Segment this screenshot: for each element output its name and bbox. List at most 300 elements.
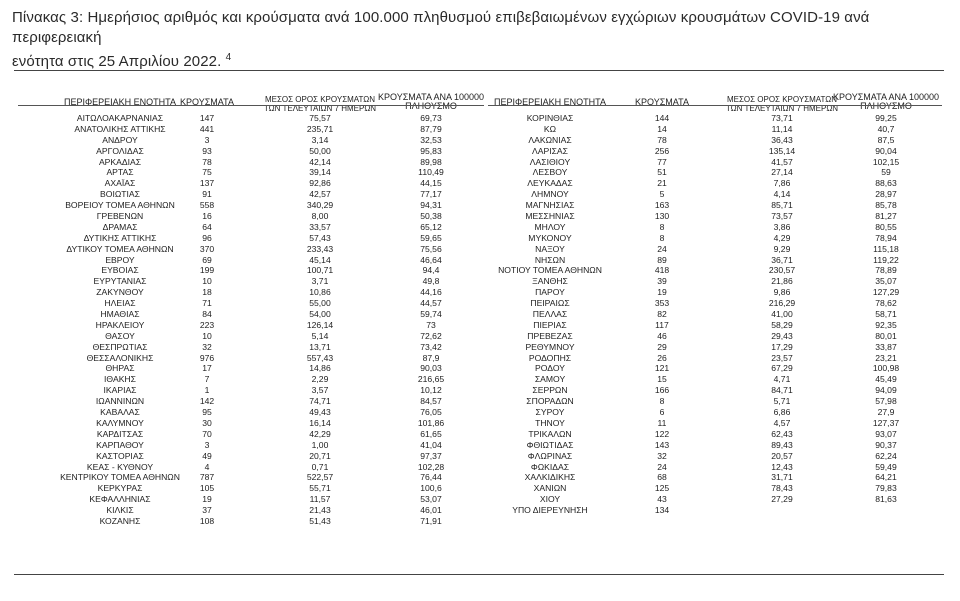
right-unit-cell: ΛΑΡΙΣΑΣ (532, 145, 568, 156)
right-cases-cell: 89 (657, 254, 667, 265)
left-cases-cell: 4 (204, 461, 210, 472)
left-unit-cell: ΔΥΤΙΚΗΣ ΑΤΤΙΚΗΣ (83, 232, 157, 243)
left-unit-cell: ΕΒΡΟΥ (105, 254, 135, 265)
right-unit-cell: ΜΥΚΟΝΟΥ (528, 232, 572, 243)
right-per100k-cell: 94,09 (875, 385, 897, 396)
right-unit-cell: ΜΕΣΣΗΝΙΑΣ (525, 211, 575, 222)
left-per100k-cell: 101,86 (417, 417, 445, 428)
header-per100k-left-l1: ΚΡΟΥΣΜΑΤΑ ΑΝΑ 100000 (378, 92, 484, 102)
right-cases-cell: 418 (654, 265, 670, 276)
left-avg-cell: 57,43 (309, 232, 331, 243)
left-per100k-cell: 44,16 (420, 287, 442, 298)
header-cases-left: ΚΡΟΥΣΜΑΤΑ (180, 97, 234, 107)
left-cases-cell: 976 (199, 352, 215, 363)
left-avg-cell: 49,43 (309, 407, 331, 418)
right-per100k-cell: 90,37 (875, 439, 897, 450)
right-per100k-cell: 115,18 (873, 243, 899, 254)
left-unit-cell: ΒΟΙΩΤΙΑΣ (100, 189, 140, 200)
right-avg-cell: 73,57 (771, 211, 793, 222)
left-unit-cell: ΕΥΒΟΙΑΣ (101, 265, 139, 276)
left-unit-cell: ΑΡΚΑΔΙΑΣ (98, 156, 142, 167)
left-unit-cell: ΗΛΕΙΑΣ (104, 298, 136, 309)
left-per100k-cell: 69,73 (420, 113, 442, 123)
left-avg-cell: 51,43 (309, 515, 331, 526)
left-cases-cell: 70 (202, 428, 212, 439)
right-per100k-cell: 93,07 (875, 428, 897, 439)
left-avg-cell: 340,29 (306, 200, 334, 211)
right-per100k-cell: 127,29 (872, 287, 900, 298)
right-per100k-cell: 58,71 (875, 309, 897, 320)
left-per100k-cell: 102,28 (417, 461, 445, 472)
right-per100k-cell: 78,89 (875, 265, 897, 276)
right-cases-cell: 353 (654, 298, 670, 309)
right-per100k-cell: 87,5 (877, 134, 895, 145)
right-per100k-cell (826, 505, 946, 516)
left-cases-cell: 19 (202, 494, 212, 505)
left-unit-cell: ΘΕΣΣΑΛΟΝΙΚΗΣ (86, 352, 154, 363)
right-per100k-cell: 119,22 (873, 254, 899, 265)
right-cases-cell: 163 (654, 200, 670, 211)
left-unit-cell: ΚΕΦΑΛΛΗΝΙΑΣ (89, 494, 151, 505)
left-per100k-cell: 59,65 (420, 232, 442, 243)
caption-line-1: Πίνακας 3: Ημερήσιος αριθμός και κρούσματα ανά 100.000 πληθυσμού επιβεβαιωμένων εγχώριων κρουσμάτων COVID-19 ανά περιφερειακή (12, 9, 870, 46)
left-cases-cell: 142 (199, 396, 215, 407)
left-avg-cell: 20,71 (309, 450, 331, 461)
right-avg-cell: 41,00 (771, 309, 793, 320)
right-per100k-cell: 62,24 (875, 450, 897, 461)
header-per100k-right-l1: ΚΡΟΥΣΜΑΤΑ ΑΝΑ 100000 (833, 92, 939, 102)
right-avg-cell: 12,43 (771, 461, 793, 472)
left-per100k-cell: 10,12 (420, 385, 442, 396)
left-unit-cell: ΕΥΡΥΤΑΝΙΑΣ (93, 276, 147, 287)
right-cases-cell: 51 (657, 167, 667, 178)
left-avg-cell: 522,57 (306, 472, 334, 483)
left-unit-cell: ΙΘΑΚΗΣ (104, 374, 136, 385)
right-avg-cell: 27,29 (771, 494, 793, 505)
right-per100k-cell: 64,21 (875, 472, 897, 483)
right-avg-cell: 230,57 (768, 265, 796, 276)
right-unit-cell: ΧΑΛΚΙΔΙΚΗΣ (524, 472, 576, 483)
left-unit-cell: ΚΑΣΤΟΡΙΑΣ (96, 450, 144, 461)
left-per100k-cell: 110,49 (418, 167, 444, 178)
right-avg-cell: 27,14 (771, 167, 793, 178)
right-per100k-cell: 102,15 (872, 156, 900, 167)
right-per100k-cell: 23,21 (875, 352, 897, 363)
left-avg-cell: 39,14 (309, 167, 331, 178)
left-per100k-cell: 77,17 (420, 189, 442, 200)
right-cases-cell: 15 (657, 374, 667, 385)
right-per100k-cell: 85,78 (875, 200, 897, 211)
right-per100k-cell: 78,62 (875, 298, 897, 309)
bottom-rule (14, 574, 944, 575)
right-avg-cell: 4,29 (773, 232, 791, 243)
left-avg-cell: 74,71 (309, 396, 331, 407)
right-avg-cell: 84,71 (771, 385, 793, 396)
right-cases-cell: 14 (657, 123, 667, 134)
right-unit-cell: ΡΕΘΥΜΝΟΥ (525, 341, 575, 352)
right-unit-cell: ΤΡΙΚΑΛΩΝ (528, 428, 572, 439)
left-avg-cell: 75,57 (309, 113, 331, 123)
right-unit-cell: ΞΑΝΘΗΣ (532, 276, 568, 287)
left-unit-cell: ΚΕΝΤΡΙΚΟΥ ΤΟΜΕΑ ΑΘΗΝΩΝ (60, 472, 180, 483)
left-cases-cell: 71 (202, 298, 212, 309)
right-avg-cell: 21,86 (771, 276, 793, 287)
caption-line-2-text: ενότητα στις 25 Απριλίου 2022. (12, 53, 222, 70)
left-per100k-cell: 89,98 (420, 156, 442, 167)
right-cases-column (622, 113, 702, 516)
right-cases-cell: 134 (654, 505, 670, 516)
right-unit-cell: ΧΑΝΙΩΝ (533, 483, 567, 494)
left-cases-cell: 49 (202, 450, 212, 461)
right-unit-cell: ΣΥΡΟΥ (535, 407, 565, 418)
left-cases-cell: 75 (202, 167, 212, 178)
left-avg-cell: 50,00 (309, 145, 331, 156)
left-avg-cell: 100,71 (306, 265, 334, 276)
right-cases-cell: 32 (657, 450, 667, 461)
left-avg-cell: 54,00 (309, 309, 331, 320)
right-per100k-cell: 45,49 (875, 374, 897, 385)
left-avg-cell: 8,00 (311, 211, 329, 222)
left-cases-cell: 7 (204, 374, 210, 385)
left-unit-cell: ΘΑΣΟΥ (105, 330, 135, 341)
right-per100k-cell: 40,7 (877, 123, 895, 134)
right-cases-cell: 8 (659, 232, 665, 243)
right-unit-cell: ΝΟΤΙΟΥ ΤΟΜΕΑ ΑΘΗΝΩΝ (498, 265, 602, 276)
right-avg-cell: 4,14 (773, 189, 791, 200)
left-per100k-cell: 76,44 (420, 472, 442, 483)
right-cases-cell: 130 (654, 211, 670, 222)
left-cases-cell: 105 (199, 483, 215, 494)
right-cases-cell: 256 (654, 145, 670, 156)
left-avg-cell: 14,86 (309, 363, 331, 374)
right-unit-cell: ΣΕΡΡΩΝ (532, 385, 568, 396)
header-cases-right: ΚΡΟΥΣΜΑΤΑ (635, 97, 689, 107)
left-per100k-cell: 73,42 (420, 341, 442, 352)
right-unit-cell: ΦΛΩΡΙΝΑΣ (527, 450, 573, 461)
right-unit-cell: ΛΕΥΚΑΔΑΣ (527, 178, 573, 189)
right-per100k-cell: 28,97 (875, 189, 897, 200)
right-per100k-cell: 27,9 (877, 407, 895, 418)
left-unit-cell: ΚΑΡΠΑΘΟΥ (96, 439, 144, 450)
right-per100k-cell: 81,27 (875, 211, 897, 222)
right-cases-cell: 19 (657, 287, 667, 298)
left-avg-cell: 21,43 (309, 505, 331, 516)
left-avg-cell: 235,71 (306, 123, 334, 134)
right-unit-cell: ΠΡΕΒΕΖΑΣ (527, 330, 573, 341)
left-unit-cell: ΘΗΡΑΣ (105, 363, 135, 374)
right-unit-cell: ΠΑΡΟΥ (535, 287, 565, 298)
right-avg-cell: 36,71 (771, 254, 793, 265)
right-per100k-cell: 59,49 (875, 461, 897, 472)
header-underline-right (488, 105, 942, 106)
right-unit-cell: ΦΘΙΩΤΙΔΑΣ (526, 439, 574, 450)
left-unit-cell: ΚΑΛΥΜΝΟΥ (96, 417, 144, 428)
left-per100k-cell: 50,38 (420, 211, 442, 222)
right-per100k-cell: 90,04 (875, 145, 897, 156)
left-unit-cell: ΚΙΛΚΙΣ (106, 505, 134, 516)
right-avg-cell: 85,71 (771, 200, 793, 211)
right-cases-cell: 5 (659, 189, 665, 200)
left-per100k-cell: 76,05 (420, 407, 442, 418)
right-avg-cell: 31,71 (771, 472, 793, 483)
left-unit-cell: ΙΩΑΝΝΙΝΩΝ (95, 396, 145, 407)
right-cases-cell: 122 (654, 428, 670, 439)
left-cases-cell: 223 (199, 319, 215, 330)
left-avg-cell: 42,29 (309, 428, 331, 439)
right-cases-cell: 166 (654, 385, 670, 396)
right-unit-cell: ΛΑΣΙΘΙΟΥ (529, 156, 571, 167)
right-cases-cell: 77 (657, 156, 667, 167)
right-unit-cell: ΣΑΜΟΥ (534, 374, 566, 385)
left-per100k-cell: 32,53 (420, 134, 442, 145)
left-avg-cell: 16,14 (309, 417, 331, 428)
right-avg-cell: 58,29 (771, 319, 793, 330)
right-per100k-cell: 80,01 (875, 330, 897, 341)
right-avg-cell: 135,14 (768, 145, 796, 156)
right-cases-cell: 121 (654, 363, 670, 374)
left-avg-cell: 33,57 (309, 221, 331, 232)
left-per100k-cell: 46,01 (420, 505, 442, 516)
left-avg-cell: 2,29 (311, 374, 329, 385)
left-unit-cell: ΚΑΡΔΙΤΣΑΣ (96, 428, 144, 439)
left-cases-cell: 32 (202, 341, 212, 352)
right-cases-cell: 143 (654, 439, 670, 450)
right-avg-cell: 9,86 (773, 287, 791, 298)
right-unit-cell: ΛΑΚΩΝΙΑΣ (528, 134, 572, 145)
left-cases-cell: 64 (202, 221, 212, 232)
left-avg-cell: 5,14 (311, 330, 329, 341)
table-caption (12, 8, 952, 72)
left-per100k-cell: 72,62 (420, 330, 442, 341)
right-per100k-column (826, 113, 946, 516)
right-avg-cell: 23,57 (771, 352, 793, 363)
right-avg-cell: 6,86 (773, 407, 791, 418)
left-avg-cell: 13,71 (309, 341, 331, 352)
left-per100k-cell: 49,8 (422, 276, 440, 287)
left-cases-cell: 18 (202, 287, 212, 298)
left-cases-cell: 16 (202, 211, 212, 222)
left-avg-cell: 0,71 (311, 461, 329, 472)
right-unit-cell: ΝΗΣΩΝ (534, 254, 566, 265)
left-cases-cell: 78 (202, 156, 212, 167)
left-cases-cell: 10 (202, 276, 212, 287)
left-unit-cell: ΚΕΡΚΥΡΑΣ (97, 483, 143, 494)
left-unit-cell: ΔΥΤΙΚΟΥ ΤΟΜΕΑ ΑΘΗΝΩΝ (66, 243, 174, 254)
left-per100k-cell: 41,04 (420, 439, 442, 450)
left-cases-cell: 30 (202, 417, 212, 428)
left-avg-cell: 92,86 (309, 178, 331, 189)
right-cases-cell: 68 (657, 472, 667, 483)
left-per100k-cell: 44,57 (420, 298, 442, 309)
right-per100k-cell: 35,07 (875, 276, 897, 287)
right-cases-cell: 125 (654, 483, 670, 494)
right-avg-cell: 216,29 (768, 298, 796, 309)
left-avg-cell: 11,57 (309, 494, 331, 505)
left-unit-cell: ΚΟΖΑΝΗΣ (99, 515, 141, 526)
right-per100k-cell: 127,37 (872, 417, 900, 428)
right-per100k-cell: 33,87 (875, 341, 897, 352)
right-unit-cell: ΜΑΓΝΗΣΙΑΣ (525, 200, 575, 211)
right-avg-cell: 3,86 (773, 221, 791, 232)
left-cases-cell: 787 (199, 472, 215, 483)
right-unit-cell: ΛΕΣΒΟΥ (532, 167, 568, 178)
right-unit-cell: ΚΩ (543, 123, 557, 134)
left-cases-cell: 199 (199, 265, 215, 276)
left-per100k-cell: 73 (426, 319, 436, 330)
header-per100k-right-l2: ΠΛΗΘΥΣΜΟ (860, 101, 912, 111)
left-cases-cell: 95 (202, 407, 212, 418)
header-unit-right: ΠΕΡΙΦΕΡΕΙΑΚΗ ΕΝΟΤΗΤΑ (493, 97, 607, 107)
right-per100k-cell: 81,63 (875, 494, 897, 505)
left-cases-cell: 93 (202, 145, 212, 156)
right-unit-cell: ΡΟΔΟΥ (535, 363, 565, 374)
right-avg-cell: 41,57 (771, 156, 793, 167)
left-unit-cell: ΒΟΡΕΙΟΥ ΤΟΜΕΑ ΑΘΗΝΩΝ (65, 200, 175, 211)
right-cases-cell: 117 (655, 319, 669, 330)
right-per100k-cell: 59 (881, 167, 891, 178)
left-per100k-cell: 84,57 (420, 396, 442, 407)
right-unit-cell: ΦΩΚΙΔΑΣ (530, 461, 570, 472)
left-per100k-cell: 95,83 (420, 145, 442, 156)
left-avg-cell: 3,57 (311, 385, 329, 396)
left-cases-cell: 3 (204, 134, 210, 145)
left-cases-cell: 108 (199, 515, 215, 526)
left-cases-cell: 1 (204, 385, 210, 396)
right-avg-cell: 20,57 (771, 450, 793, 461)
header-unit-left: ΠΕΡΙΦΕΡΕΙΑΚΗ ΕΝΟΤΗΤΑ (63, 97, 177, 107)
right-unit-cell: ΡΟΔΟΠΗΣ (528, 352, 572, 363)
left-cases-cell: 37 (202, 505, 212, 516)
header-avg-right-l2: ΤΩΝ ΤΕΛΕΥΤΑΙΩΝ 7 ΗΜΕΡΩΝ (725, 104, 839, 113)
right-per100k-cell: 79,83 (875, 483, 897, 494)
right-avg-cell: 73,71 (771, 113, 793, 123)
left-cases-cell: 137 (199, 178, 215, 189)
left-per100k-cell: 94,4 (422, 265, 440, 276)
right-cases-cell: 24 (657, 243, 667, 254)
left-per100k-cell: 44,15 (420, 178, 442, 189)
right-unit-cell: ΠΙΕΡΙΑΣ (533, 319, 567, 330)
right-cases-cell: 43 (657, 494, 667, 505)
right-cases-cell: 78 (657, 134, 667, 145)
right-avg-cell: 5,71 (773, 396, 791, 407)
left-per100k-cell: 65,12 (420, 221, 442, 232)
right-cases-cell: 11 (657, 417, 667, 428)
right-avg-cell: 7,86 (773, 178, 791, 189)
right-avg-cell: 4,71 (773, 374, 791, 385)
left-cases-cell: 3 (204, 439, 210, 450)
left-per100k-cell: 87,79 (420, 123, 442, 134)
right-cases-cell: 24 (657, 461, 667, 472)
left-per100k-cell: 61,65 (420, 428, 442, 439)
left-cases-cell: 441 (199, 123, 215, 134)
right-avg-cell: 36,43 (771, 134, 793, 145)
right-avg-cell: 17,29 (771, 341, 793, 352)
right-cases-cell: 8 (659, 221, 665, 232)
left-avg-cell: 557,43 (306, 352, 334, 363)
right-unit-cell: ΝΑΞΟΥ (535, 243, 565, 254)
right-unit-cell: ΣΠΟΡΑΔΩΝ (526, 396, 574, 407)
right-cases-cell: 8 (659, 396, 665, 407)
left-unit-cell: ΘΕΣΠΡΩΤΙΑΣ (92, 341, 148, 352)
right-avg-cell: 11,14 (771, 123, 793, 134)
right-per100k-cell: 78,94 (875, 232, 897, 243)
right-avg-cell: 9,29 (773, 243, 791, 254)
left-unit-cell: ΗΡΑΚΛΕΙΟΥ (95, 319, 145, 330)
left-unit-cell: ΑΧΑΪΑΣ (104, 178, 136, 189)
left-cases-cell: 69 (202, 254, 212, 265)
header-per100k-right (826, 93, 946, 111)
left-unit-cell: ΑΝΔΡΟΥ (102, 134, 138, 145)
left-cases-cell: 370 (199, 243, 215, 254)
header-avg-right-l1: ΜΕΣΟΣ ΟΡΟΣ ΚΡΟΥΣΜΑΤΩΝ (726, 95, 838, 104)
right-per100k-cell: 57,98 (875, 396, 897, 407)
right-unit-column (470, 113, 630, 516)
right-unit-cell: ΠΕΛΛΑΣ (532, 309, 568, 320)
right-avg-cell: 78,43 (771, 483, 793, 494)
right-cases-cell: 26 (657, 352, 667, 363)
left-unit-cell: ΙΚΑΡΙΑΣ (103, 385, 137, 396)
left-per100k-cell: 90,03 (420, 363, 442, 374)
left-avg-cell: 42,14 (309, 156, 331, 167)
right-cases-cell: 46 (657, 330, 667, 341)
left-avg-cell: 126,14 (306, 319, 334, 330)
left-per100k-cell: 71,91 (420, 515, 442, 526)
left-per100k-cell: 216,65 (417, 374, 445, 385)
left-per100k-cell: 94,31 (420, 200, 442, 211)
right-cases-cell: 29 (657, 341, 667, 352)
left-cases-cell: 17 (202, 363, 212, 374)
right-avg-cell: 89,43 (771, 439, 793, 450)
left-cases-column (172, 113, 242, 527)
left-cases-cell: 10 (202, 330, 212, 341)
right-unit-cell: ΛΗΜΝΟΥ (531, 189, 569, 200)
left-unit-cell: ΑΙΤΩΛΟΑΚΑΡΝΑΝΙΑΣ (76, 113, 164, 123)
right-unit-cell: ΧΙΟΥ (539, 494, 561, 505)
right-per100k-cell: 88,63 (875, 178, 897, 189)
right-cases-cell: 39 (657, 276, 667, 287)
left-avg-cell: 3,71 (311, 276, 329, 287)
left-cases-cell: 147 (199, 113, 215, 123)
header-underline-left (18, 105, 484, 106)
left-avg-cell: 10,86 (309, 287, 331, 298)
right-per100k-cell: 99,25 (875, 113, 897, 123)
header-avg-left-l2: ΤΩΝ ΤΕΛΕΥΤΑΙΩΝ 7 ΗΜΕΡΩΝ (263, 104, 377, 113)
left-per100k-cell: 75,56 (420, 243, 442, 254)
right-unit-cell: ΠΕΙΡΑΙΩΣ (530, 298, 570, 309)
left-per100k-cell: 53,07 (420, 494, 442, 505)
left-unit-cell: ΗΜΑΘΙΑΣ (100, 309, 140, 320)
left-avg-cell: 3,14 (311, 134, 329, 145)
left-cases-cell: 96 (202, 232, 212, 243)
right-cases-cell: 21 (657, 178, 667, 189)
caption-line-2 (12, 48, 952, 72)
right-avg-cell: 62,43 (771, 428, 793, 439)
right-unit-cell: ΚΟΡΙΝΘΙΑΣ (526, 113, 574, 123)
left-avg-cell: 233,43 (306, 243, 334, 254)
right-unit-cell: ΜΗΛΟΥ (534, 221, 566, 232)
left-unit-cell: ΖΑΚΥΝΘΟΥ (96, 287, 144, 298)
left-per100k-cell: 46,64 (420, 254, 442, 265)
left-unit-cell: ΔΡΑΜΑΣ (102, 221, 138, 232)
right-avg-cell: 67,29 (771, 363, 793, 374)
left-avg-cell: 1,00 (311, 439, 329, 450)
left-avg-cell: 42,57 (309, 189, 331, 200)
left-avg-cell: 55,71 (309, 483, 331, 494)
left-cases-cell: 558 (199, 200, 215, 211)
right-avg-cell: 29,43 (771, 330, 793, 341)
right-per100k-cell: 92,35 (875, 319, 897, 330)
left-cases-cell: 84 (202, 309, 212, 320)
